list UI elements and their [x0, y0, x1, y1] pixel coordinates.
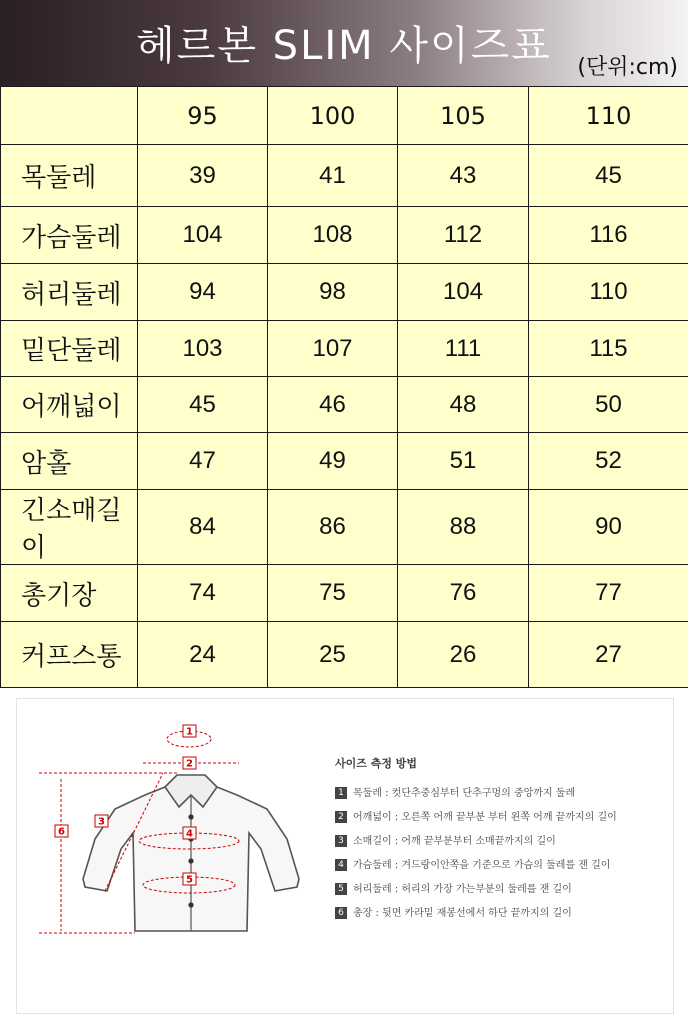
row-label: 가슴둘레 [1, 207, 138, 264]
guide-item [335, 883, 572, 897]
guide-item-text: 가슴둘레 : 겨드랑이안쪽을 기준으로 가슴의 둘레를 잰 길이 [353, 860, 611, 871]
guide-item-number: 6 [335, 907, 347, 919]
table-row [1, 490, 688, 565]
column-header: 105 [398, 87, 529, 145]
cell-value: 47 [138, 433, 268, 490]
guide-item-number: 1 [335, 787, 347, 799]
cell-value: 24 [138, 622, 268, 688]
guide-item-text: 소매길이 : 어깨 끝부분부터 소매끝까지의 길이 [353, 836, 556, 847]
cell-value: 110 [529, 264, 688, 321]
cell-value: 51 [398, 433, 529, 490]
row-label: 어깨넓이 [1, 377, 138, 433]
cell-value: 74 [138, 565, 268, 622]
marker-6: 6 [58, 826, 65, 838]
cell-value: 108 [268, 207, 398, 264]
cell-value: 76 [398, 565, 529, 622]
guide-title: 사이즈 측정 방법 [335, 757, 418, 770]
cell-value: 94 [138, 264, 268, 321]
guide-item [335, 811, 617, 825]
row-label: 밑단둘레 [1, 321, 138, 377]
cell-value: 48 [398, 377, 529, 433]
row-label: 총기장 [1, 565, 138, 622]
guide-item-number: 2 [335, 811, 347, 823]
cell-value: 103 [138, 321, 268, 377]
guide-item-text: 어깨넓이 : 오른쪽 어깨 끝부분 부터 왼쪽 어깨 끝까지의 길이 [353, 812, 617, 823]
guide-item-number: 4 [335, 859, 347, 871]
corner-cell [1, 87, 138, 145]
cell-value: 90 [529, 490, 688, 565]
guide-item [335, 835, 556, 849]
shirt-diagram [17, 699, 673, 1013]
guide-item-text: 목둘레 : 컷단추중심부터 단추구멍의 중앙까지 둘레 [353, 788, 576, 799]
guide-item [335, 787, 575, 801]
guide-item [335, 907, 572, 921]
marker-1: 1 [186, 726, 193, 738]
title-banner [0, 0, 688, 86]
cell-value: 26 [398, 622, 529, 688]
table-row [1, 377, 688, 433]
cell-value: 104 [138, 207, 268, 264]
column-header: 110 [529, 87, 688, 145]
cell-value: 116 [529, 207, 688, 264]
cell-value: 84 [138, 490, 268, 565]
guide-item-text: 총장 : 뒷면 카라밑 재봉선에서 하단 끝까지의 길이 [353, 908, 572, 919]
marker-3: 3 [98, 816, 105, 828]
row-label: 긴소매길이 [1, 490, 138, 565]
cell-value: 86 [268, 490, 398, 565]
marker-2: 2 [186, 758, 193, 770]
column-header: 95 [138, 87, 268, 145]
cell-value: 115 [529, 321, 688, 377]
cell-value: 112 [398, 207, 529, 264]
cell-value: 43 [398, 145, 529, 207]
size-table [0, 86, 688, 688]
cell-value: 45 [138, 377, 268, 433]
cell-value: 45 [529, 145, 688, 207]
unit-label: (단위:cm) [577, 55, 678, 80]
cell-value: 41 [268, 145, 398, 207]
marker-4: 4 [186, 828, 193, 840]
cell-value: 39 [138, 145, 268, 207]
cell-value: 88 [398, 490, 529, 565]
cell-value: 50 [529, 377, 688, 433]
cell-value: 52 [529, 433, 688, 490]
row-label: 암홀 [1, 433, 138, 490]
page-title: 헤르본 SLIM 사이즈표 [136, 23, 552, 69]
row-label: 허리둘레 [1, 264, 138, 321]
cell-value: 75 [268, 565, 398, 622]
row-label: 목둘레 [1, 145, 138, 207]
cell-value: 111 [398, 321, 529, 377]
table-row [1, 433, 688, 490]
guide-item [335, 859, 610, 873]
column-header: 100 [268, 87, 398, 145]
cell-value: 98 [268, 264, 398, 321]
table-row [1, 145, 688, 207]
cell-value: 46 [268, 377, 398, 433]
cell-value: 77 [529, 565, 688, 622]
table-row [1, 264, 688, 321]
guide-item-text: 허리둘레 : 허리의 가장 가는부분의 둘레를 잰 길이 [353, 884, 572, 895]
cell-value: 27 [529, 622, 688, 688]
guide-item-number: 5 [335, 883, 347, 895]
measurement-guide [16, 698, 674, 1014]
marker-5: 5 [186, 874, 193, 886]
cell-value: 25 [268, 622, 398, 688]
table-row [1, 207, 688, 264]
cell-value: 104 [398, 264, 529, 321]
table-row [1, 565, 688, 622]
table-row [1, 321, 688, 377]
table-header-row [1, 87, 688, 145]
cell-value: 49 [268, 433, 398, 490]
cell-value: 107 [268, 321, 398, 377]
row-label: 커프스통 [1, 622, 138, 688]
guide-item-number: 3 [335, 835, 347, 847]
table-row [1, 622, 688, 688]
